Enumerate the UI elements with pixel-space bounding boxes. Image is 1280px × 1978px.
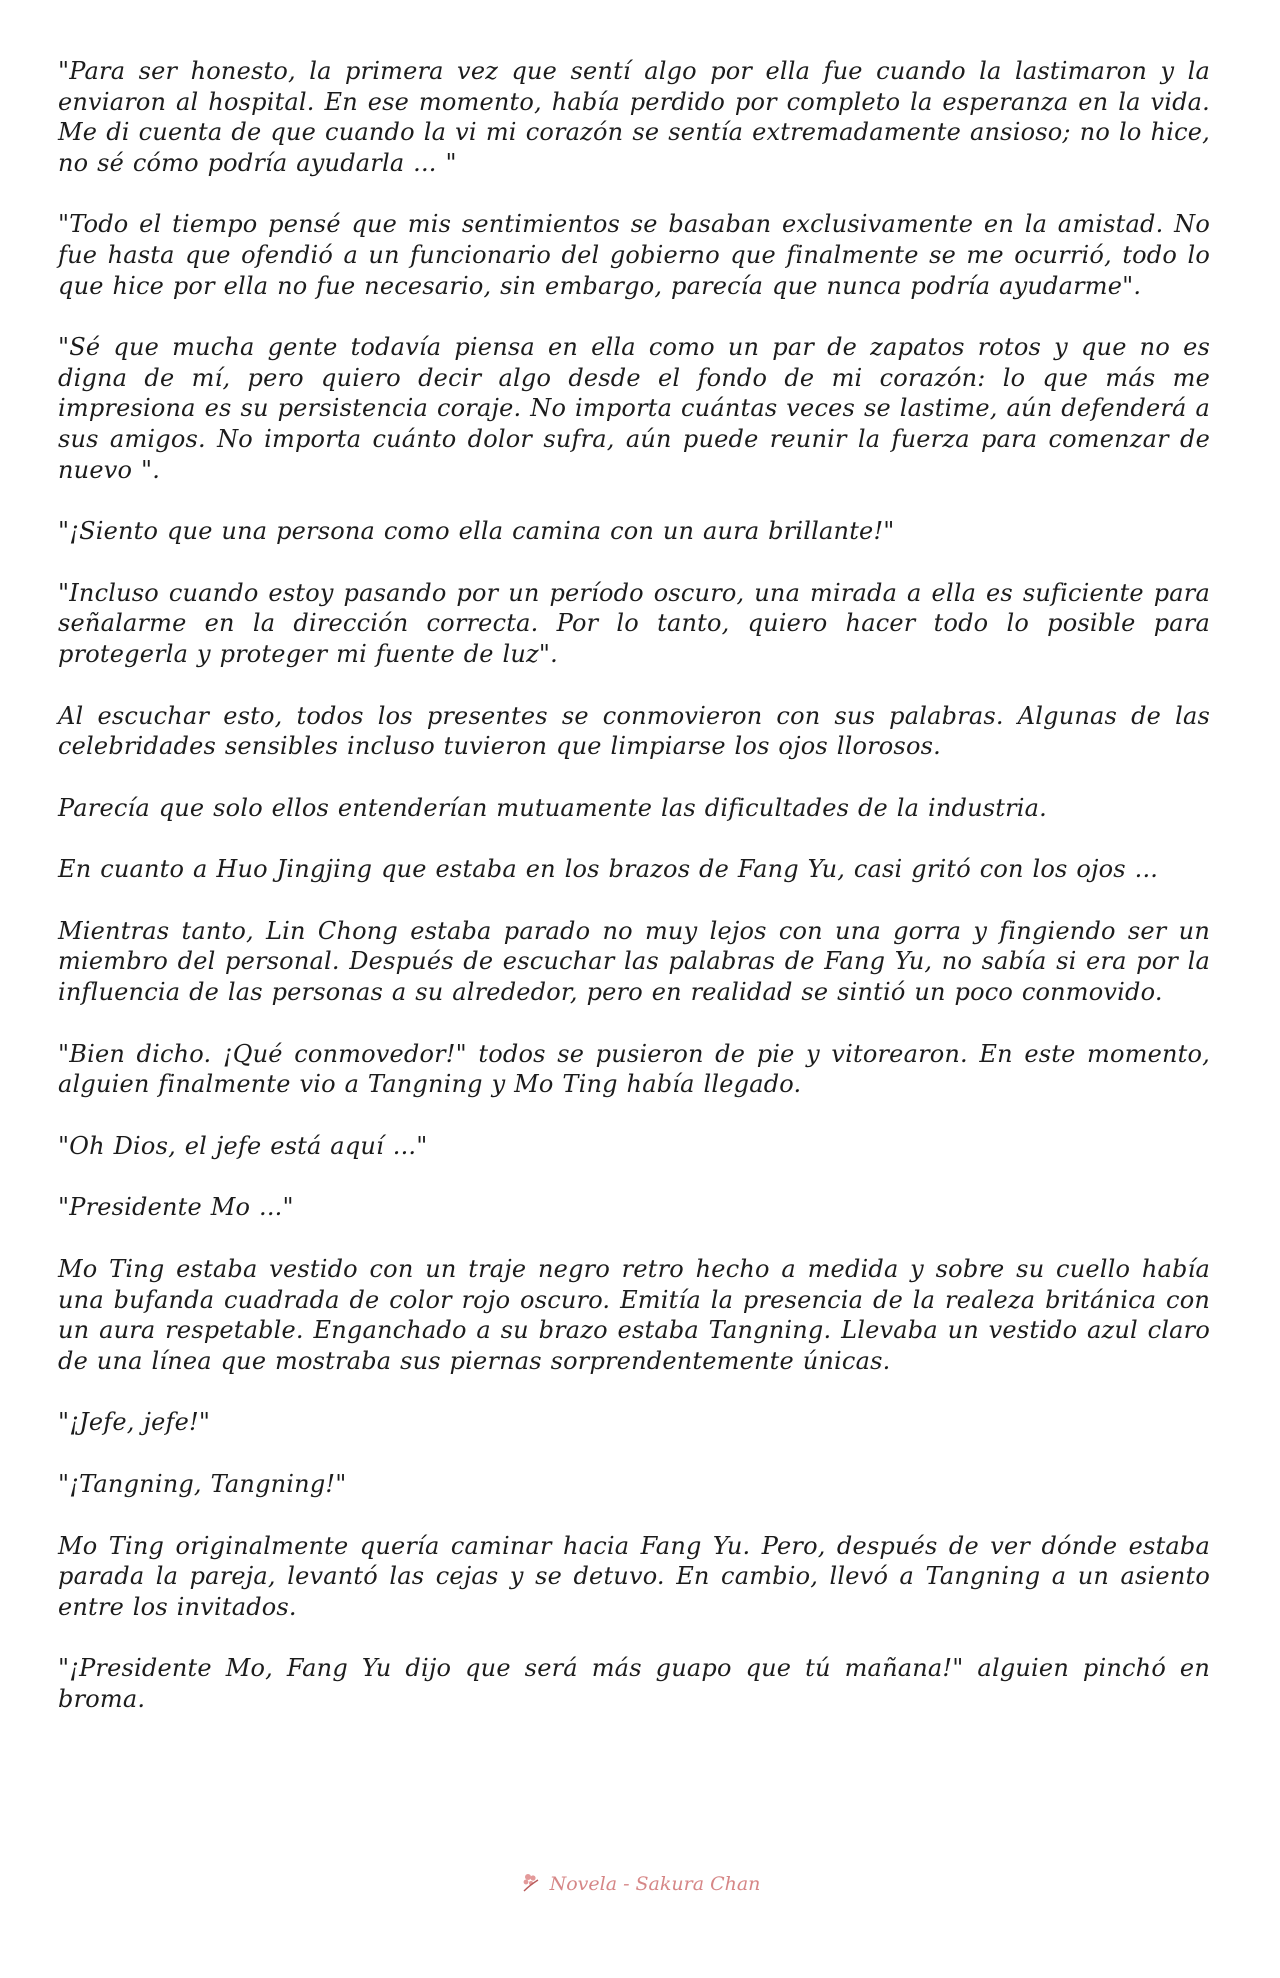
paragraph: "Oh Dios, el jefe está aquí ..." (58, 1131, 428, 1160)
paragraph: En cuanto a Huo Jingjing que estaba en los brazos de Fang Yu, casi gritó con los ojos ... (58, 855, 1159, 884)
watermark (0, 1872, 1280, 1895)
paragraph: "Sé que mucha gente todavía piensa en ella como un par de zapatos rotos y que no es digna de mí, pero quiero decir algo desde el fondo de mi corazón: lo que más me impresiona es su persistencia coraje. No importa cuántas veces se lastime, aún defenderá a sus amigos. No importa cuánto dolor sufra, aún puede reunir la fuerza para comenzar de nuevo ". (58, 333, 1210, 484)
paragraph: "¡Presidente Mo, Fang Yu dijo que será más guapo que tú mañana!" alguien pinchó en broma. (58, 1654, 1210, 1713)
paragraph: "¡Tangning, Tangning!" (58, 1470, 347, 1498)
paragraph: Mo Ting originalmente quería caminar hacia Fang Yu. Pero, después de ver dónde estaba parada la pareja, levantó las cejas y se detuvo. En cambio, llevó a Tangning a un asiento entre los invitados. (58, 1531, 1210, 1621)
paragraph: "Presidente Mo ..." (58, 1193, 294, 1222)
paragraph: "¡Siento que una persona como ella camina con un aura brillante!" (58, 517, 895, 546)
cherry-blossom-icon (520, 1872, 542, 1894)
paragraph: "Incluso cuando estoy pasando por un período oscuro, una mirada a ella es suficiente para señalarme en la dirección correcta. Por lo tanto, quiero hacer todo lo posible para protegerla y proteger mi fuente de luz". (58, 578, 1210, 668)
paragraph: Al escuchar esto, todos los presentes se conmovieron con sus palabras. Algunas de las celebridades sensibles incluso tuvieron que limpiarse los ojos llorosos. (58, 701, 1210, 761)
paragraph: "¡Jefe, jefe!" (58, 1408, 211, 1437)
paragraph: "Bien dicho. ¡Qué conmovedor!" todos se pusieron de pie y vitorearon. En este momento, alguien finalmente vio a Tangning y Mo Ting había llegado. (58, 1039, 1210, 1099)
paragraph: Mientras tanto, Lin Chong estaba parado no muy lejos con una gorra y fingiendo ser un miembro del personal. Después de escuchar las palabras de Fang Yu, no sabía si era por la influencia de las personas a su alrededor, pero en realidad se sintió un poco conmovido. (58, 916, 1210, 1007)
paragraph: "Todo el tiempo pensé que mis sentimientos se basaban exclusivamente en la amistad. No fue hasta que ofendió a un funcionario del gobierno que finalmente se me ocurrió, todo lo que hice por ella no fue necesario, sin embargo, parecía que nunca podría ayudarme". (58, 210, 1210, 300)
paragraph: Mo Ting estaba vestido con un traje negro retro hecho a medida y sobre su cuello había una bufanda cuadrada de color rojo oscuro. Emitía la presencia de la realeza británica con un aura respetable. Enganchado a su brazo estaba Tangning. Llevaba un vestido azul claro de una línea que mostraba sus piernas sorprendentemente únicas. (58, 1255, 1210, 1375)
paragraph: Parecía que solo ellos entenderían mutuamente las dificultades de la industria. (58, 793, 1047, 822)
document-body (58, 56, 1210, 1746)
watermark-text: Novela - Sakura Chan (549, 1873, 761, 1895)
paragraph: "Para ser honesto, la primera vez que sentí algo por ella fue cuando la lastimaron y la enviaron al hospital. En ese momento, había perdido por completo la esperanza en la vida. Me di cuenta de que cuando la vi mi corazón se sentía extremadamente ansioso; no lo hice, no sé cómo podría ayudarla ... " (58, 57, 1210, 177)
